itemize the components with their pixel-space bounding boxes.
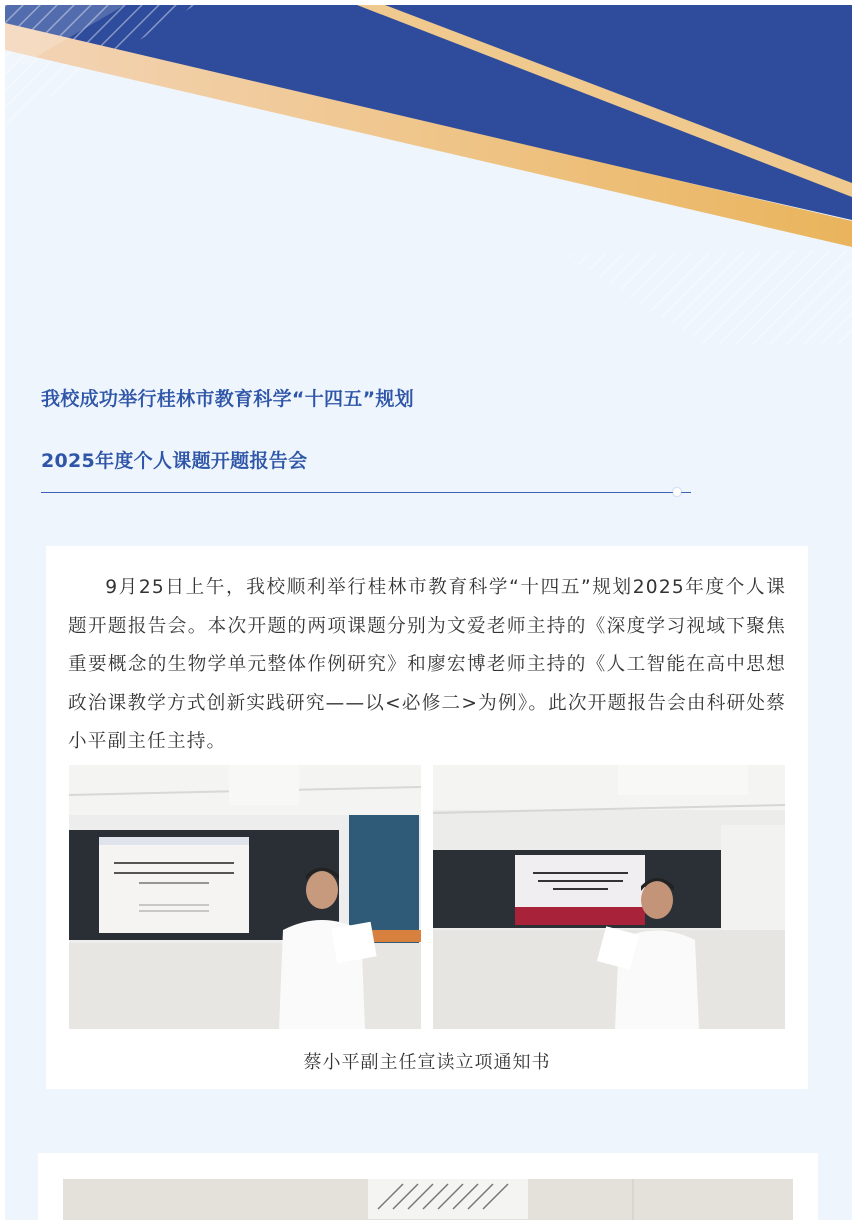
next-content-card xyxy=(38,1153,818,1220)
photo-speaker-left xyxy=(69,765,421,1029)
header-banner xyxy=(5,5,852,345)
divider-dot xyxy=(673,488,681,496)
content-card xyxy=(46,546,808,1089)
body-paragraph: 9月25日上午，我校顺利举行桂林市教育科学“十四五”规划2025年度个人课题开题报告会。本次开题的两项课题分别为文爱老师主持的《深度学习视域下聚焦重要概念的生物学单元整体作例研究》和廖宏博老师主持的《人工智能在高中思想政治课教学方式创新实践研究——以<必修二>为例》。此次开题报告会由科研处蔡小平副主任主持。 xyxy=(68,577,786,753)
article-page xyxy=(5,5,852,1220)
title-divider xyxy=(41,492,691,493)
photo-classroom-partial xyxy=(63,1179,793,1220)
article-title-line-1: 我校成功举行桂林市教育科学“十四五”规划 xyxy=(41,388,414,410)
photo-caption: 蔡小平副主任宣读立项通知书 xyxy=(303,1052,551,1073)
article-title-line-2: 2025年度个人课题开题报告会 xyxy=(41,450,308,472)
photo-speaker-right xyxy=(433,765,785,1029)
